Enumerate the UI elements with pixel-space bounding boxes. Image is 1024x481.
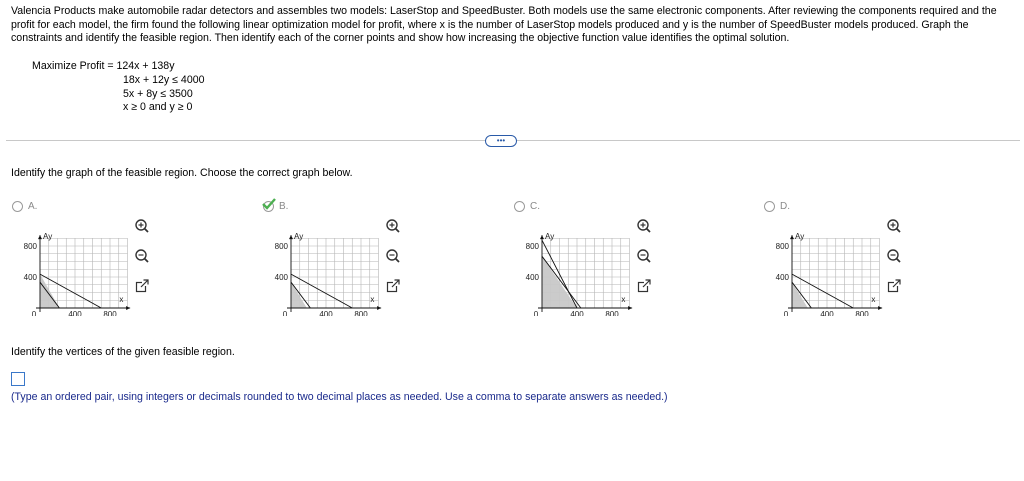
answer-format-hint: (Type an ordered pair, using integers or decimals rounded to two decimal places as needed. Use a comma to separate answers as needed.)	[11, 391, 668, 403]
expand-more-button[interactable]: •••	[485, 135, 517, 147]
y-axis-arrow	[540, 235, 544, 239]
x-axis-arrow	[126, 306, 130, 310]
question-vertices-prompt: Identify the vertices of the given feasible region.	[11, 346, 235, 358]
optimization-model	[32, 60, 205, 115]
open-new-window-icon[interactable]	[886, 278, 902, 294]
graph-option-a	[12, 198, 252, 318]
question-graph-prompt: Identify the graph of the feasible region. Choose the correct graph below.	[11, 167, 353, 179]
y-tick-label: 400	[525, 273, 539, 282]
problem-statement: Valencia Products make automobile radar detectors and assembles two models: LaserStop and SpeedBuster. Both models use the same electronic components. After reviewing the components required and the profit for each model, the firm found the following linear optimization model for profit, where x is the number of LaserStop models produced and y is the number of SpeedBuster models produced. Graph the constraints and identify the feasible region. Then identify each of the corner points and show how increasing the objective function value identifies the optimal solution.	[11, 5, 997, 45]
feasible-region-graph	[514, 216, 634, 316]
x-tick-label: 0	[783, 310, 789, 316]
zoom-out-icon[interactable]	[886, 248, 902, 264]
x-tick-label: 800	[855, 310, 869, 316]
y-tick-label: 800	[274, 242, 288, 251]
checkmark-icon	[261, 197, 277, 211]
feasible-region-graph	[764, 216, 884, 316]
y-tick-label: 400	[23, 273, 37, 282]
x-tick-label: 0	[282, 310, 288, 316]
y-tick-label: 800	[775, 242, 789, 251]
vertices-answer-input[interactable]	[11, 372, 25, 386]
y-axis-label: Ay	[294, 232, 304, 242]
radio-option-d[interactable]	[764, 201, 775, 212]
option-label: D.	[780, 201, 790, 212]
y-tick-label: 800	[23, 242, 37, 251]
open-new-window-icon[interactable]	[636, 278, 652, 294]
x-axis-arrow	[377, 306, 381, 310]
y-axis-arrow	[38, 235, 42, 239]
zoom-in-icon[interactable]	[385, 218, 401, 234]
zoom-out-icon[interactable]	[134, 248, 150, 264]
x-axis-label: x	[119, 295, 124, 304]
constraint-3: x ≥ 0 and y ≥ 0	[123, 101, 193, 114]
zoom-in-icon[interactable]	[636, 218, 652, 234]
x-tick-label: 800	[103, 310, 117, 316]
constraint-1: 18x + 12y ≤ 4000	[123, 73, 205, 86]
x-tick-label: 0	[533, 310, 539, 316]
x-tick-label: 0	[31, 310, 37, 316]
option-label: A.	[28, 201, 38, 212]
x-axis-label: x	[621, 295, 626, 304]
y-axis-label: Ay	[795, 232, 805, 242]
feasible-region-graph	[263, 216, 383, 316]
zoom-in-icon[interactable]	[886, 218, 902, 234]
y-axis-arrow	[790, 235, 794, 239]
graph-option-b	[263, 198, 503, 318]
graph-option-c	[514, 198, 754, 318]
open-new-window-icon[interactable]	[385, 278, 401, 294]
objective-function: Maximize Profit = 124x + 138y	[32, 60, 175, 72]
option-label: C.	[530, 201, 540, 212]
y-axis-label: Ay	[43, 232, 53, 242]
graph-option-d	[764, 198, 1004, 318]
x-axis-arrow	[628, 306, 632, 310]
x-tick-label: 800	[354, 310, 368, 316]
y-tick-label: 400	[775, 273, 789, 282]
constraint-2: 5x + 8y ≤ 3500	[123, 87, 193, 100]
y-tick-label: 800	[525, 242, 539, 251]
x-tick-label: 400	[68, 310, 82, 316]
open-new-window-icon[interactable]	[134, 278, 150, 294]
x-tick-label: 400	[570, 310, 584, 316]
y-tick-label: 400	[274, 273, 288, 282]
radio-option-c[interactable]	[514, 201, 525, 212]
zoom-in-icon[interactable]	[134, 218, 150, 234]
y-axis-arrow	[289, 235, 293, 239]
option-label: B.	[279, 201, 289, 212]
x-tick-label: 800	[605, 310, 619, 316]
x-axis-label: x	[871, 295, 876, 304]
y-axis-label: Ay	[545, 232, 555, 242]
x-axis-label: x	[370, 295, 375, 304]
x-axis-arrow	[878, 306, 882, 310]
zoom-out-icon[interactable]	[385, 248, 401, 264]
zoom-out-icon[interactable]	[636, 248, 652, 264]
feasible-region-graph	[12, 216, 132, 316]
radio-option-a[interactable]	[12, 201, 23, 212]
x-tick-label: 400	[319, 310, 333, 316]
x-tick-label: 400	[820, 310, 834, 316]
